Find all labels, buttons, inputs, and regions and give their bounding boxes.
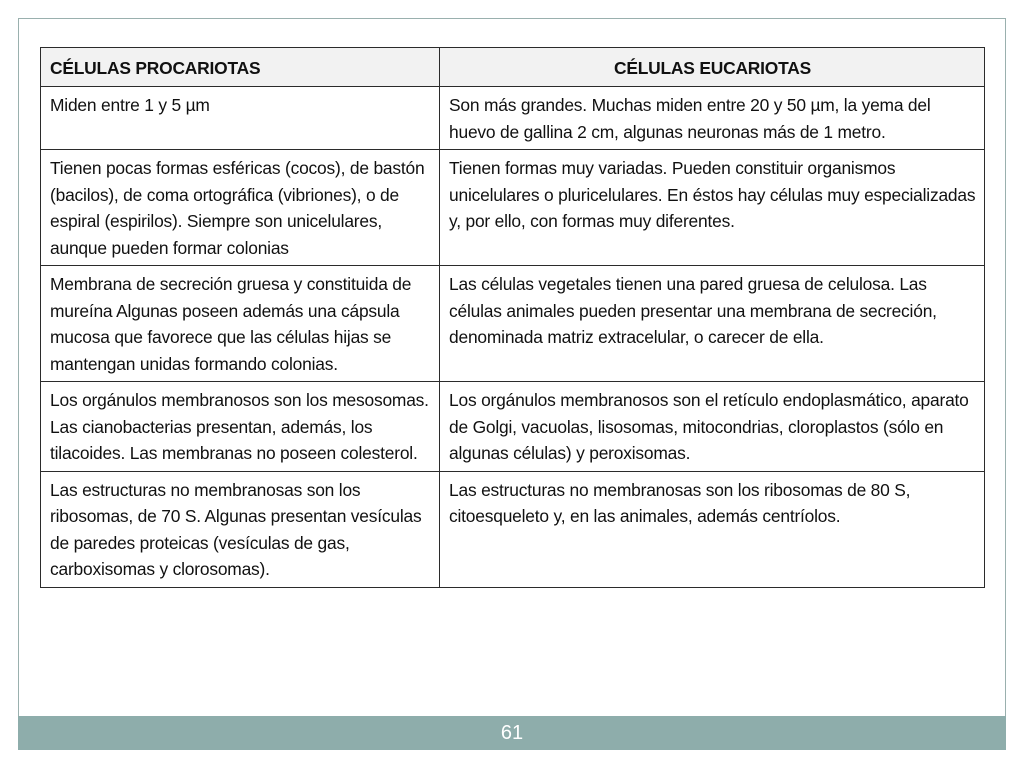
- cell-prokaryotic: Miden entre 1 y 5 µm: [41, 87, 440, 150]
- table-row: [41, 150, 985, 266]
- cell-prokaryotic: Membrana de secreción gruesa y constituida de mureína Algunas poseen además una cápsula mucosa que favorece que las células hijas se mantengan unidas formando colonias.: [41, 266, 440, 382]
- cell-prokaryotic: Tienen pocas formas esféricas (cocos), de bastón (bacilos), de coma ortográfica (vibriones), o de espiral (espirilos). Siempre son unicelulares, aunque pueden formar colonias: [41, 150, 440, 266]
- table-row: [41, 471, 985, 587]
- cell-eukaryotic: Tienen formas muy variadas. Pueden constituir organismos unicelulares o pluricelulares. En éstos hay células muy especializadas y, por ello, con formas muy diferentes.: [440, 150, 985, 266]
- cell-eukaryotic: Los orgánulos membranosos son el retículo endoplasmático, aparato de Golgi, vacuolas, lisosomas, mitocondrias, cloroplastos (sólo en algunas células) y peroxisomas.: [440, 382, 985, 472]
- table-header-row: [41, 48, 985, 87]
- header-prokaryotic: CÉLULAS PROCARIOTAS: [41, 48, 440, 87]
- footer-bar: [18, 716, 1006, 750]
- page-number: 61: [500, 722, 524, 744]
- cell-prokaryotic: Los orgánulos membranosos son los mesosomas. Las cianobacterias presentan, además, los tilacoides. Las membranas no poseen colesterol.: [41, 382, 440, 472]
- cell-prokaryotic: Las estructuras no membranosas son los ribosomas, de 70 S. Algunas presentan vesículas de paredes proteicas (vesículas de gas, carboxisomas y clorosomas).: [41, 471, 440, 587]
- table-row: [41, 87, 985, 150]
- header-eukaryotic: CÉLULAS EUCARIOTAS: [440, 48, 985, 87]
- table-row: [41, 266, 985, 382]
- cell-eukaryotic: Son más grandes. Muchas miden entre 20 y 50 µm, la yema del huevo de gallina 2 cm, algunas neuronas más de 1 metro.: [440, 87, 985, 150]
- cell-eukaryotic: Las estructuras no membranosas son los ribosomas de 80 S, citoesqueleto y, en las animales, además centríolos.: [440, 471, 985, 587]
- comparison-table: [40, 47, 985, 588]
- cell-eukaryotic: Las células vegetales tienen una pared gruesa de celulosa. Las células animales pueden presentar una membrana de secreción, denominada matriz extracelular, o carecer de ella.: [440, 266, 985, 382]
- table-row: [41, 382, 985, 472]
